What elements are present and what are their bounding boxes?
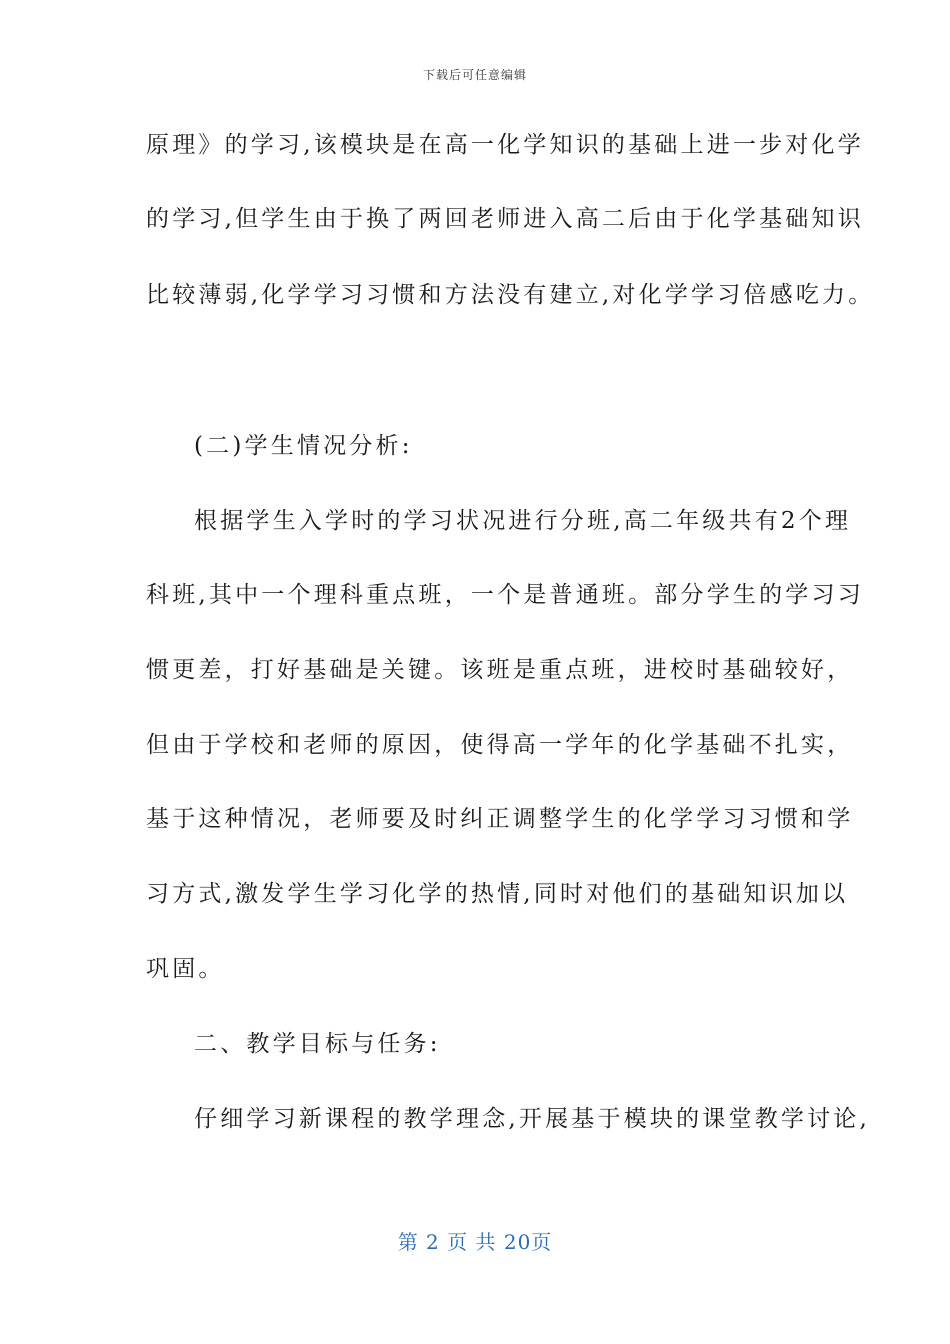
page-header-note: 下载后可任意编辑: [422, 68, 527, 82]
paragraph-line: 惯更差，打好基础是关键。该班是重点班，进校时基础较好，: [146, 657, 854, 683]
paragraph-line: 科班,其中一个理科重点班，一个是普通班。部分学生的学习习: [146, 582, 864, 608]
section-heading: (二)学生情况分析:: [194, 433, 413, 459]
paragraph-line: 比较薄弱,化学学习习惯和方法没有建立,对化学学习倍感吃力。: [146, 282, 875, 308]
page-number-footer: 第 2 页 共 20页: [397, 1230, 553, 1254]
paragraph-line: 原理》的学习,该模块是在高一化学知识的基础上进一步对化学: [146, 132, 864, 158]
paragraph-line: 巩固。: [146, 956, 225, 982]
paragraph-line: 习方式,激发学生学习化学的热情,同时对他们的基础知识加以: [146, 881, 849, 907]
paragraph-line: 的学习,但学生由于换了两回老师进入高二后由于化学基础知识: [146, 206, 864, 232]
section-heading: 二、教学目标与任务:: [194, 1031, 441, 1057]
paragraph-line: 基于这种情况，老师要及时纠正调整学生的化学学习习惯和学: [146, 806, 854, 832]
paragraph-line: 根据学生入学时的学习状况进行分班,高二年级共有2个理: [194, 508, 852, 534]
paragraph-line: 仔细学习新课程的教学理念,开展基于模块的课堂教学讨论,: [194, 1106, 871, 1132]
paragraph-line: 但由于学校和老师的原因，使得高一学年的化学基础不扎实，: [146, 732, 854, 758]
